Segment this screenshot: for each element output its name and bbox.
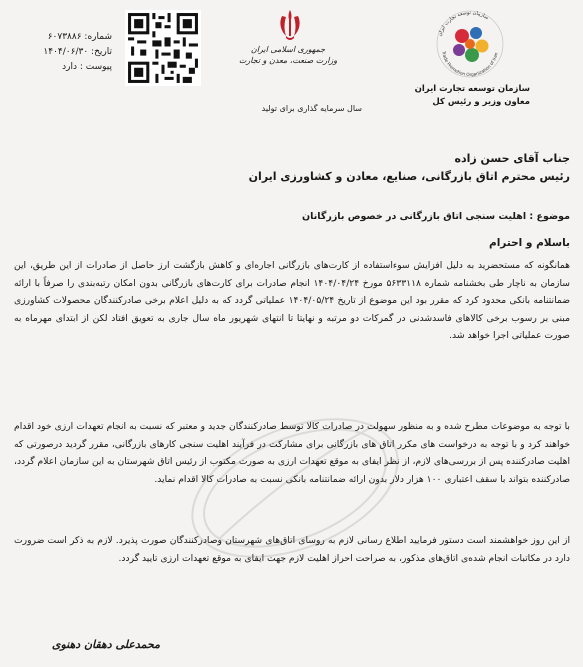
ministry-line1: جمهوری اسلامی ایران: [250, 45, 326, 54]
recipient-name: جناب آقای حسن زاده: [454, 152, 570, 165]
reference-block: [43, 30, 112, 75]
letter-number-value: ۶۰۷۳۸۸۶: [47, 32, 82, 42]
letter-date-value: ۱۴۰۴/۰۶/۳۰: [43, 47, 89, 57]
ministry-line2: وزارت صنعت، معدن و تجارت: [238, 56, 338, 65]
organization-name: سازمان توسعه تجارت ایران: [414, 84, 530, 94]
body-paragraph: از این روز خواهشمند است دستور فرمایید اطلاع رسانی لازم به روسای اتاق‌های شهرستان وصادرکنندگان صورت پذیرد. لازم به ذکر است ضرورت دارد در مکاتبات انجام شده‌ی اتاق‌های مذکور، به صراحت احراز اهلیت لازم جهت ایفای به موقع تعهدات ارزی تایید گردد.: [14, 535, 570, 564]
year-slogan: سال سرمایه گذاری برای تولید: [261, 104, 362, 113]
subject-line: موضوع : اهلیت سنجی اتاق بازرگانی در خصوص بازرگانان: [302, 211, 570, 222]
ministry-block: [238, 44, 338, 66]
letter-number-label: شماره:: [84, 32, 112, 42]
organization-block: [400, 83, 530, 109]
signature: محمدعلی دهقان دهنوی: [51, 638, 160, 651]
logo-text-fa: سازمان توسعه تجارت ایران: [437, 9, 490, 38]
qr-code-icon: [125, 10, 201, 86]
organization-role: معاون وزیر و رئیس کل: [432, 97, 530, 107]
letter-number-row: [47, 30, 112, 45]
body-paragraph: همانگونه که مستحضرید به دلیل افزایش سوءاستفاده از کارت‌های بازرگانی اجاره‌ای و کاهش بازگشت ارز حاصل از صادرات از این طریق، این سازمان به ناچار طی بخشنامه شماره ۵۶۳۳۱۱۸ مورخ ۱۴۰۴/۰۴/۲۴ انجام صادرات برای کارت‌های بازرگانی بدون امکان رتبه‌بندی را صرفاً با ارائه ضمانتنامه بانکی محدود کرد که مقرر بود این موضوع از تاریخ ۱۴۰۴/۰۵/۲۴ عملیاتی گردد که به دلیل اعلام برخی صادرکنندگان محصولات کشاورزی مبنی بر رسوب برخی کالاهای فاسدشدنی در گمرکات دو مرتبه و نهایتا تا انتهای شهریور ماه سال جاری به تعویق افتاد لکن از ابتدای مهرماه به صورت عملیاتی اجرا خواهد شد.: [14, 260, 570, 342]
recipient-title: رئیس محترم اتاق بازرگانی، صنایع، معادن و کشاورزی ایران: [248, 170, 570, 183]
logo-text-en: Trade Promotion Organization of Iran: [440, 51, 500, 79]
attachment-row: [52, 60, 112, 75]
attachment-value: دارد: [62, 62, 77, 72]
recipient-block: [12, 150, 570, 186]
attachment-label: پیوست :: [79, 62, 112, 72]
greeting: باسلام و احترام: [489, 237, 570, 249]
letter-date-row: [43, 45, 112, 60]
trade-promotion-logo-icon: [432, 6, 508, 80]
letter-date-label: تاریخ:: [91, 47, 112, 57]
iran-emblem-icon: [276, 8, 304, 42]
body-paragraph: با توجه به موضوعات مطرح شده و به منظور سهولت در صادرات کالا توسط صادرکنندگان جدید و معتبر که نسبت به انجام تعهدات ارزی خود اقدام خواهند کرد و با توجه به درخواست های مکرر اتاق های بازرگانی برای مشارکت در فرآیند اهلیت سنجی کارهای بازرگانی، مقرر گردید درصورتی که اهلیت صادرکننده پس از بررسی‌های لازم، از نظر ایفای به موقع تعهدات ارزی به صورت مکتوب از رئیس اتاق شهرستان به این سازمان اعلام گردد، صادرکننده بتواند با سقف اعتباری ۱۰۰ هزار دلار بدون ارائه ضمانتنامه بانکی نسبت به صادرات کالا اقدام نماید.: [14, 421, 570, 485]
